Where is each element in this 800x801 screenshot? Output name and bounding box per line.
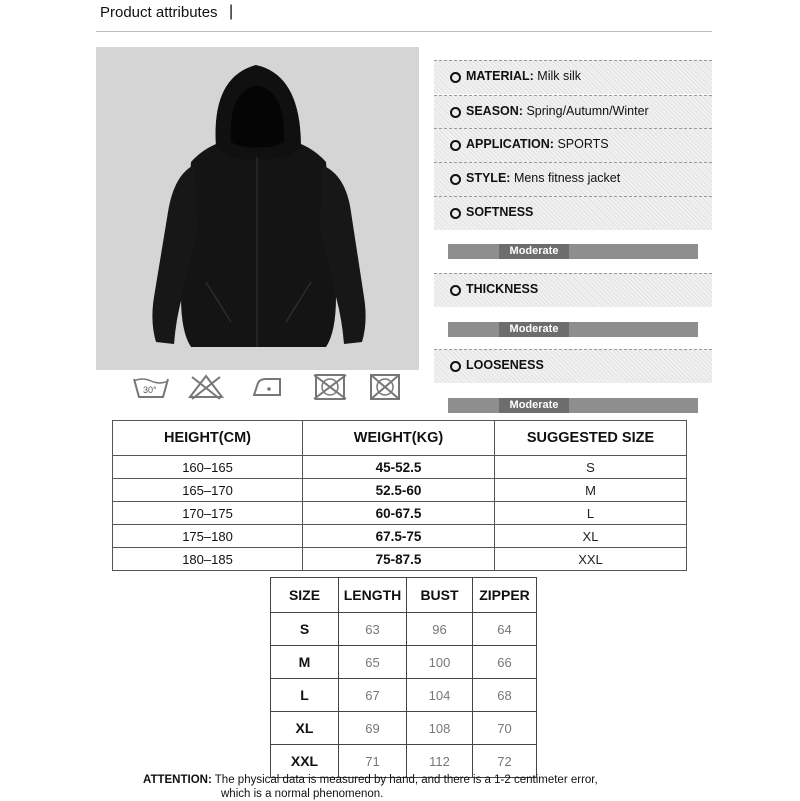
- size-cell: XL: [495, 525, 687, 548]
- attribute-material: [434, 60, 712, 94]
- table-row: [113, 502, 687, 525]
- size-cell: S: [271, 613, 339, 646]
- bust-cell: 96: [407, 613, 473, 646]
- table-header-row: [271, 578, 537, 613]
- weight-cell: 52.5-60: [303, 479, 495, 502]
- attribute-value: Spring/Autumn/Winter: [526, 104, 649, 118]
- softness-level-bar: [448, 244, 698, 259]
- bust-cell: 108: [407, 712, 473, 745]
- no-tumble-dry-icon: [310, 373, 350, 401]
- attribute-style: [434, 162, 712, 196]
- size-cell: L: [271, 679, 339, 712]
- page-title: Product attributes: [100, 4, 218, 21]
- no-bleach-icon: [186, 373, 226, 401]
- attribute-looseness: [434, 349, 712, 383]
- size-cell: M: [495, 479, 687, 502]
- softness-level-label: Moderate: [499, 244, 569, 259]
- attribute-label: APPLICATION:: [466, 137, 554, 151]
- table-row: [113, 456, 687, 479]
- column-header: SIZE: [271, 578, 339, 613]
- attention-line-1: The physical data is measured by hand, and there is a 1-2 centimeter error,: [214, 774, 598, 786]
- table-row: [271, 679, 537, 712]
- attribute-label: STYLE:: [466, 171, 511, 185]
- bullet-circle-icon: [450, 361, 461, 372]
- weight-cell: 75-87.5: [303, 548, 495, 571]
- table-row: [271, 613, 537, 646]
- bullet-circle-icon: [450, 174, 461, 185]
- table-row: [113, 479, 687, 502]
- weight-cell: 60-67.5: [303, 502, 495, 525]
- bust-cell: 100: [407, 646, 473, 679]
- table-row: [113, 525, 687, 548]
- table-row: [271, 712, 537, 745]
- table-header-row: [113, 421, 687, 456]
- size-cell: XL: [271, 712, 339, 745]
- table-row: [271, 646, 537, 679]
- size-recommendation-table: [112, 420, 687, 571]
- attribute-season: [434, 95, 712, 129]
- column-header: WEIGHT(KG): [303, 421, 495, 456]
- bullet-circle-icon: [450, 140, 461, 151]
- length-cell: 63: [339, 613, 407, 646]
- attribute-value: Mens fitness jacket: [513, 171, 621, 185]
- bust-cell: 104: [407, 679, 473, 712]
- size-cell: M: [271, 646, 339, 679]
- thickness-level-label: Moderate: [499, 322, 569, 337]
- header-separator: |: [229, 3, 234, 20]
- column-header: ZIPPER: [473, 578, 537, 613]
- bullet-circle-icon: [450, 208, 461, 219]
- length-cell: 69: [339, 712, 407, 745]
- attribute-softness: [434, 196, 712, 230]
- length-cell: 67: [339, 679, 407, 712]
- no-dry-clean-icon: [365, 373, 405, 401]
- attention-label: ATTENTION:: [143, 774, 212, 786]
- column-header: BUST: [407, 578, 473, 613]
- zipper-cell: 64: [473, 613, 537, 646]
- length-cell: 71: [339, 745, 407, 778]
- bullet-circle-icon: [450, 107, 461, 118]
- measurement-table: [270, 577, 537, 778]
- attribute-thickness: [434, 273, 712, 307]
- weight-cell: 45-52.5: [303, 456, 495, 479]
- bust-cell: 112: [407, 745, 473, 778]
- height-cell: 170–175: [113, 502, 303, 525]
- product-photo: [96, 47, 419, 370]
- zipper-cell: 70: [473, 712, 537, 745]
- height-cell: 165–170: [113, 479, 303, 502]
- size-cell: L: [495, 502, 687, 525]
- column-header: HEIGHT(CM): [113, 421, 303, 456]
- height-cell: 175–180: [113, 525, 303, 548]
- looseness-level-bar: [448, 398, 698, 413]
- bullet-circle-icon: [450, 72, 461, 83]
- size-cell: XXL: [271, 745, 339, 778]
- attribute-application: [434, 128, 712, 162]
- table-row: [113, 548, 687, 571]
- attribute-label: SOFTNESS: [466, 205, 534, 219]
- zipper-cell: 72: [473, 745, 537, 778]
- zipper-cell: 68: [473, 679, 537, 712]
- height-cell: 160–165: [113, 456, 303, 479]
- size-cell: XXL: [495, 548, 687, 571]
- header-divider: [96, 31, 712, 32]
- thickness-level-bar: [448, 322, 698, 337]
- attention-note: [143, 773, 743, 801]
- black-hooded-zip-jacket-icon: [96, 47, 419, 370]
- wash-30-icon: [131, 373, 171, 401]
- attribute-label: MATERIAL:: [466, 69, 534, 83]
- height-cell: 180–185: [113, 548, 303, 571]
- size-cell: S: [495, 456, 687, 479]
- attention-line-2: which is a normal phenomenon.: [221, 788, 384, 800]
- attribute-value: SPORTS: [557, 137, 609, 151]
- attribute-label: LOOSENESS: [466, 358, 544, 372]
- iron-low-icon: [250, 373, 290, 401]
- zipper-cell: 66: [473, 646, 537, 679]
- attribute-value: Milk silk: [537, 69, 582, 83]
- attribute-label: SEASON:: [466, 104, 523, 118]
- column-header: LENGTH: [339, 578, 407, 613]
- wash-temp-label: 30°: [143, 385, 157, 395]
- column-header: SUGGESTED SIZE: [495, 421, 687, 456]
- bullet-circle-icon: [450, 285, 461, 296]
- attribute-label: THICKNESS: [466, 282, 539, 296]
- length-cell: 65: [339, 646, 407, 679]
- weight-cell: 67.5-75: [303, 525, 495, 548]
- looseness-level-label: Moderate: [499, 398, 569, 413]
